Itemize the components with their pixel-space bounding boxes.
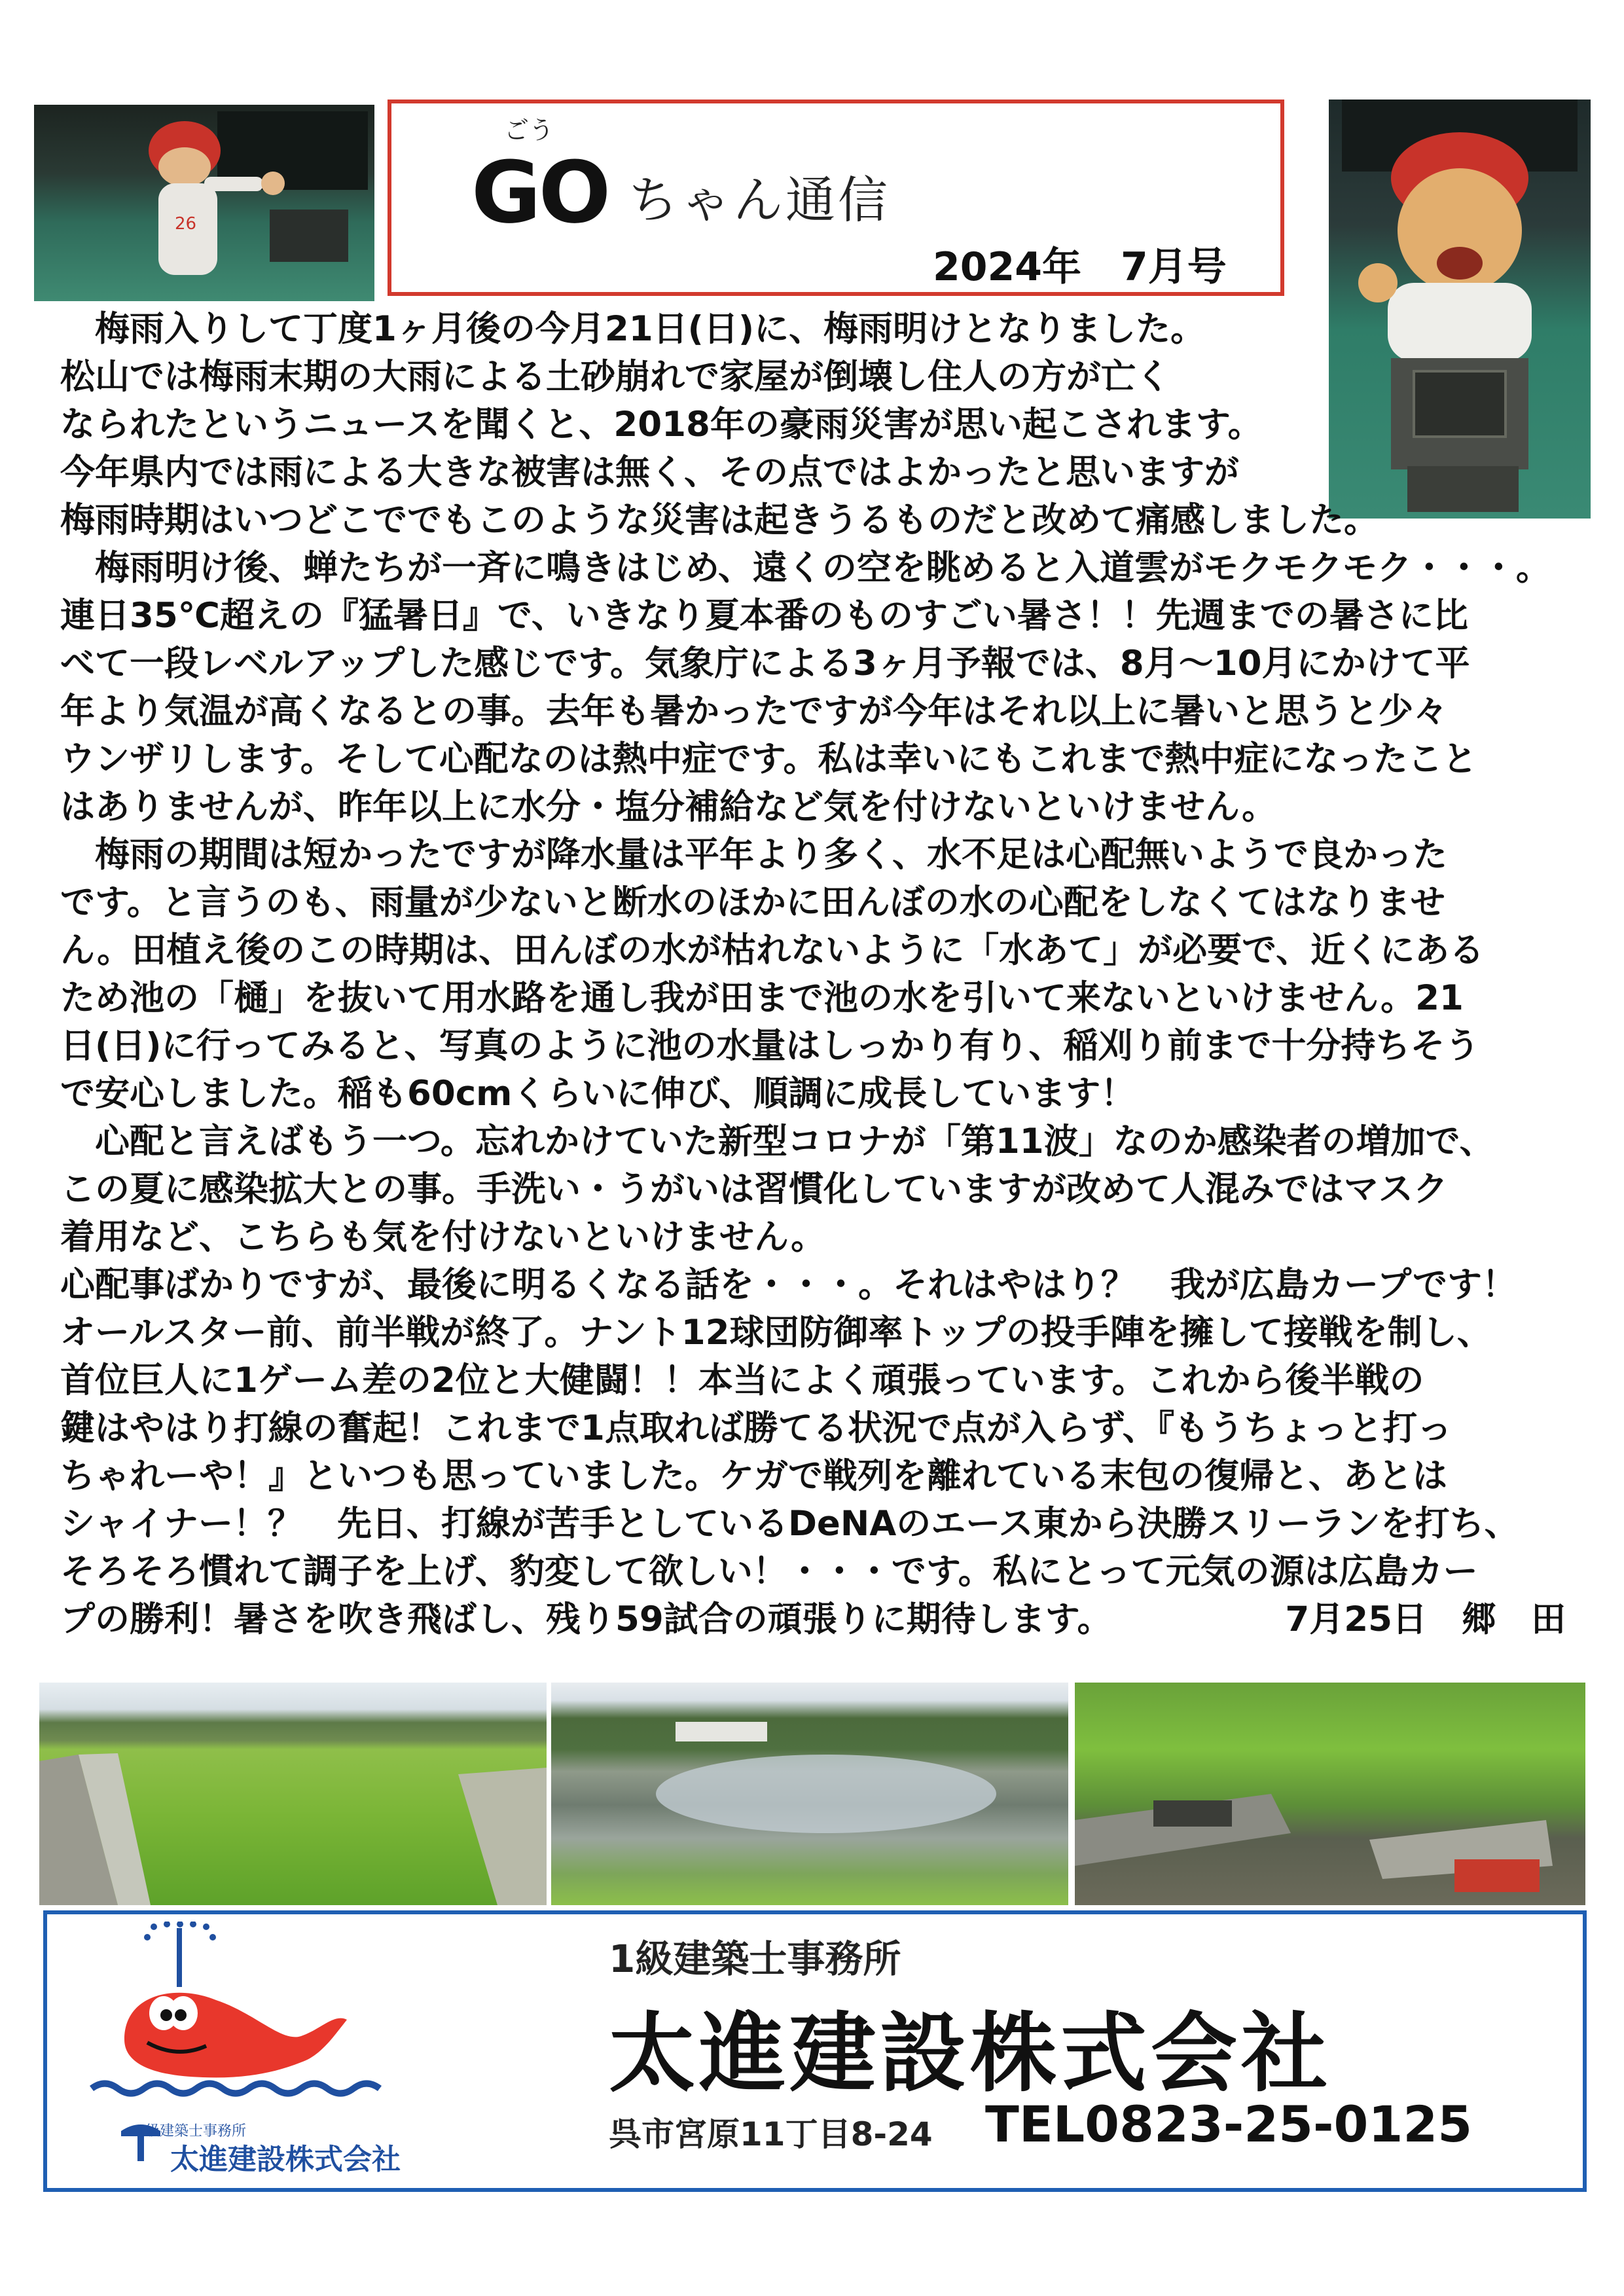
article-line: 松山では梅雨末期の大雨による土砂崩れで家屋が倒壊し住人の方が亡く bbox=[60, 357, 1170, 397]
article-line: オールスター前、前半戦が終了。ナント12球団防御率トップの投手陣を擁して接戦を制し、 bbox=[60, 1313, 1492, 1353]
article-line: なられたというニュースを聞くと、2018年の豪雨災害が思い起こされます。 bbox=[60, 405, 1263, 445]
article-line: 心配と言えばもう一つ。忘れかけていた新型コロナが「第11波」なのか感染者の増加で、 bbox=[60, 1121, 1494, 1161]
article-line: シャイナー！？ 先日、打線が苦手としているDeNAのエース東から決勝スリーランを打ち、 bbox=[60, 1504, 1519, 1544]
article-line: 着用など、こちらも気を付けないといけません。 bbox=[60, 1217, 826, 1257]
article-line: そろそろ慣れて調子を上げ、豹変して欲しい！・・・です。私にとって元気の源は広島カー bbox=[60, 1552, 1478, 1592]
article-line: 日(日)に行ってみると、写真のように池の水量はしっかり有り、稲刈り前まで十分持ちそう bbox=[60, 1026, 1480, 1066]
svg-text:26: 26 bbox=[175, 214, 197, 234]
company-address: 呉市宮原11丁目8-24 bbox=[609, 2115, 933, 2153]
article-last-line bbox=[60, 1595, 1566, 1643]
article-line: ため池の「樋」を抜いて用水路を通し我が田まで池の水を引いて来ないといけません。21 bbox=[60, 978, 1464, 1018]
article-line: べて一段レベルアップした感じです。気象庁による3ヶ月予報では、8月～10月にかけて平 bbox=[60, 644, 1470, 683]
newsletter-title: ちゃん通信 bbox=[628, 171, 890, 229]
article-line: プの勝利！暑さを吹き飛ばし、残り59試合の頑張りに期待します。 bbox=[60, 1599, 1112, 1639]
office-type: 1級建築士事務所 bbox=[609, 1937, 901, 1981]
article-line: ん。田植え後のこの時期は、田んぼの水が枯れないように「水あて」が必要で、近くにある bbox=[60, 930, 1485, 970]
article-line: 年より気温が高くなるとの事。去年も暑かったですが今年はそれ以上に暑いと思うと少々 bbox=[60, 691, 1448, 731]
article-body bbox=[60, 305, 1579, 1643]
article-line: この夏に感染拡大との事。手洗い・うがいは習慣化していますが改めて人混みではマスク bbox=[60, 1169, 1448, 1209]
mascot-photo-left bbox=[34, 105, 374, 301]
article-line: 梅雨の期間は短かったですが降水量は平年より多く、水不足は心配無いようで良かった bbox=[60, 835, 1447, 875]
logo-company-name: 太進建設株式会社 bbox=[170, 2143, 401, 2176]
article-line: で安心しました。稲も60cmくらいに伸び、順調に成長しています！ bbox=[60, 1074, 1136, 1114]
article-line: 今年県内では雨による大きな被害は無く、その点ではよかったと思いますが bbox=[60, 452, 1239, 492]
article-line: 首位巨人に1ゲーム差の2位と大健闘！！本当によく頑張っています。これから後半戦の bbox=[60, 1360, 1424, 1400]
mascot-figure-illustration-left bbox=[34, 105, 374, 301]
whale-logo-icon bbox=[85, 1922, 491, 2118]
reservoir-pond-photo bbox=[551, 1683, 1068, 1905]
company-phone: TEL0823-25-0125 bbox=[985, 2095, 1473, 2153]
article-line: 梅雨明け後、蝉たちが一斉に鳴きはじめ、遠くの空を眺めると入道雲がモクモクモク・・・。 bbox=[60, 548, 1551, 588]
article-line: 連日35℃超えの『猛暑日』で、いきなり夏本番のものすごい暑さ！！先週までの暑さに比 bbox=[60, 596, 1468, 636]
reservoir-illustration bbox=[551, 1683, 1068, 1905]
water-gate-photo bbox=[1075, 1683, 1585, 1905]
article-line: ウンザリします。そして心配なのは熱中症です。私は幸いにもこれまで熱中症になったこと bbox=[60, 739, 1477, 779]
article-line: 梅雨時期はいつどこででもこのような災害は起きうるものだと改めて痛感しました。 bbox=[60, 500, 1379, 540]
article-line: 梅雨入りして丁度1ヶ月後の今月21日(日)に、梅雨明けとなりました。 bbox=[60, 309, 1206, 349]
title-go: GO bbox=[471, 143, 609, 242]
logo-subtitle: 1級建築士事務所 bbox=[136, 2123, 246, 2140]
article-line: はありませんが、昨年以上に水分・塩分補給など気を付けないといけません。 bbox=[60, 787, 1277, 827]
article-line: ちゃれーや！』といつも思っていました。ケガで戦列を離れている末包の復帰と、あとは bbox=[60, 1456, 1447, 1496]
rice-field-photo bbox=[39, 1683, 547, 1905]
issue-date: 2024年 7月号 bbox=[933, 244, 1227, 290]
rice-field-illustration bbox=[39, 1683, 547, 1905]
article-line: 心配事ばかりですが、最後に明るくなる話を・・・。それはやはり？ 我が広島カープです！ bbox=[60, 1265, 1517, 1305]
title-ruby: ごう bbox=[504, 116, 554, 145]
article-line: です。と言うのも、雨量が少ないと断水のほかに田んぼの水の心配をしなくてはなりませ bbox=[60, 883, 1445, 922]
author-signature: 7月25日 郷 田 bbox=[1285, 1599, 1566, 1639]
article-line: 鍵はやはり打線の奮起！これまで1点取れば勝てる状況で点が入らず、『もうちょっと打っ bbox=[60, 1408, 1453, 1448]
water-gate-illustration bbox=[1075, 1683, 1585, 1905]
company-name: 太進建設株式会社 bbox=[609, 2003, 1331, 2104]
